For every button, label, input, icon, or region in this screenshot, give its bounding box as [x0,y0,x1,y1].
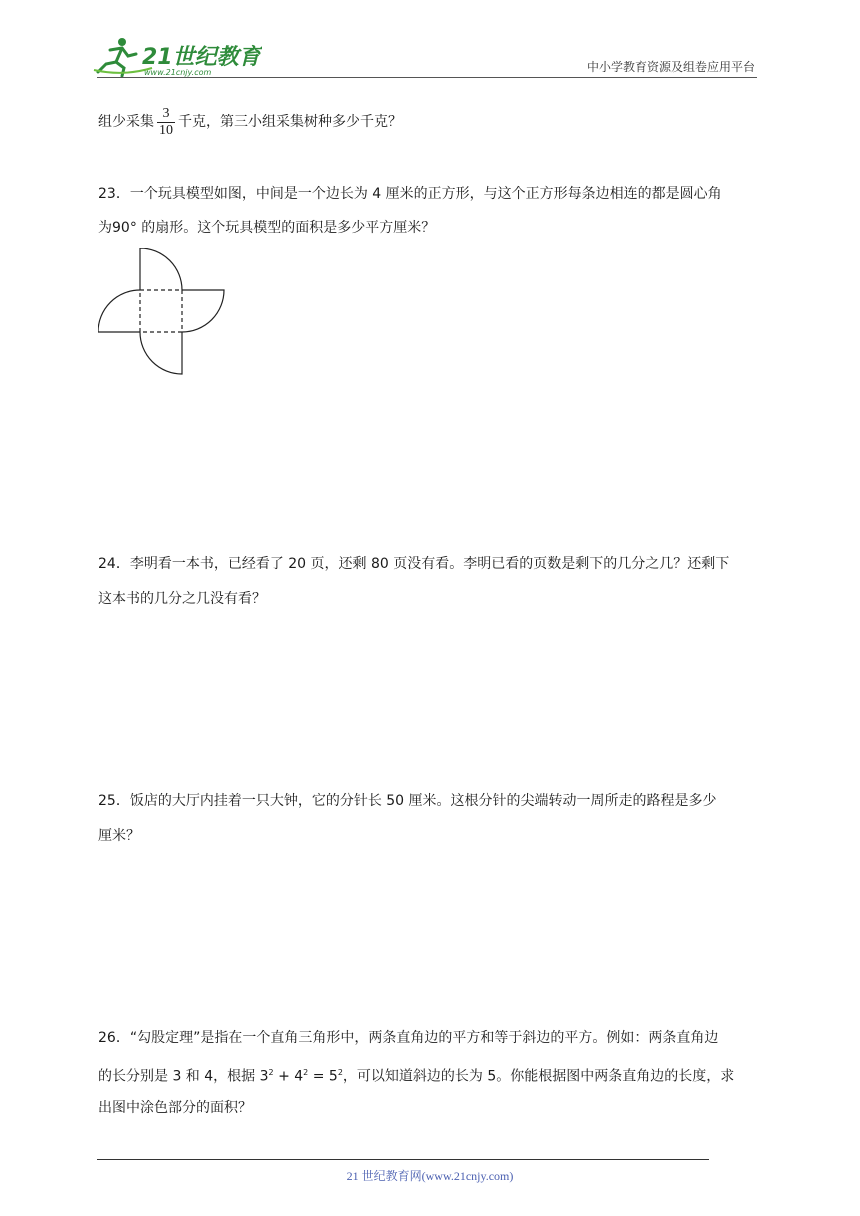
q26-line-3: 出图中涂色部分的面积？ [98,1100,252,1116]
pinwheel-figure [98,248,228,378]
q23-line-1: 23．一个玩具模型如图，中间是一个边长为 4 厘米的正方形，与这个正方形每条边相连的都是圆心角 [98,186,722,202]
fraction-numerator: 3 [157,106,175,123]
q24-line-1: 24．李明看一本书，已经看了 20 页，还剩 80 页没有看。李明已看的页数是剩下的几分之几？还剩下 [98,556,730,572]
q26-line-2-end: ，可以知道斜边的长为 5。你能根据图中两条直角边的长度，求 [342,1068,735,1085]
fraction-denominator: 10 [159,122,173,138]
q26-line-1: 26．“勾股定理”是指在一个直角三角形中，两条直角边的平方和等于斜边的平方。例如：两条直角边 [98,1030,719,1046]
q22-continuation [98,104,402,140]
q25-line-2: 厘米？ [98,828,140,844]
q23-line-2: 为90° 的扇形。这个玩具模型的面积是多少平方厘米？ [98,220,436,236]
logo-url: www.21cnjy.com [144,68,212,77]
q25-line-1: 25．饭店的大厅内挂着一只大钟，它的分针长 50 厘米。这根分针的尖端转动一周所走的路程是多少 [98,793,717,809]
sector-right [182,290,224,332]
logo-text: 21世纪教育 [142,45,261,70]
q26-line-2-start: 的长分别是 3 和 4，根据 3 [98,1068,269,1085]
sector-top [140,248,182,290]
header-divider [97,77,757,78]
footer-link[interactable]: 21 世纪教育网(www.21cnjy.com) [346,1169,514,1183]
plus-term: + 4 [273,1068,304,1085]
center-square [140,290,182,332]
platform-name: 中小学教育资源及组卷应用平台 [586,60,755,74]
q22-suffix: 千克，第三小组采集树种多少千克？ [178,114,402,130]
exponent: 2 [268,1068,274,1077]
sector-bottom [140,332,182,374]
q22-fraction [157,106,175,139]
q24-line-2: 这本书的几分之几没有看？ [98,591,266,607]
footer-divider [97,1159,709,1160]
equals-term: = 5 [308,1068,338,1085]
q26-line-2 [98,1063,734,1087]
site-logo [92,34,262,80]
exponent: 2 [337,1068,343,1077]
exponent: 2 [303,1068,309,1077]
sector-left [98,290,140,332]
q22-prefix: 组少采集 [98,114,154,130]
